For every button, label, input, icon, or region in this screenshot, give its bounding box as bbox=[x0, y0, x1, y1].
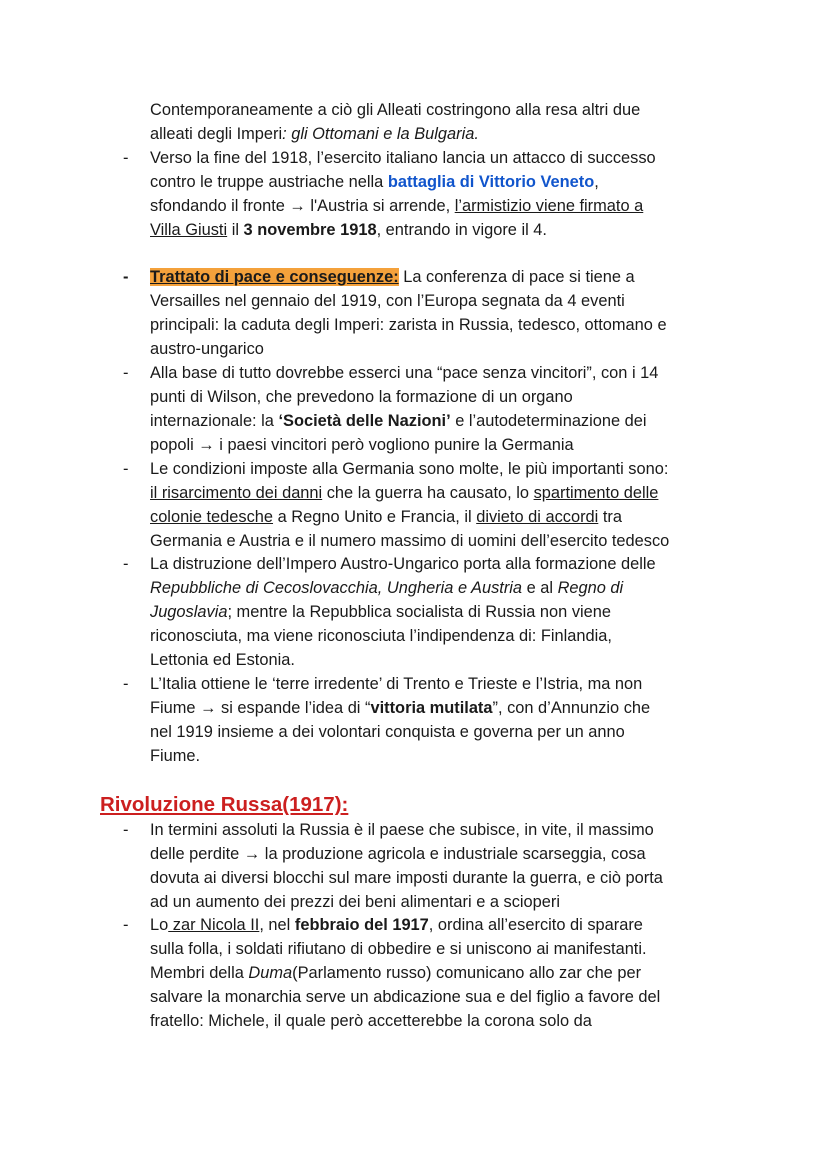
text-line: colonie tedesche a Regno Unito e Francia, il divieto di accordi tra bbox=[150, 507, 622, 526]
text-line: salvare la monarchia serve un abdicazione sua e del figlio a favore del bbox=[150, 987, 661, 1006]
text-line: popoli → i paesi vincitori però vogliono punire la Germania bbox=[150, 435, 574, 454]
text-line: internazionale: la ‘Società delle Nazioni’ e l’autodeterminazione dei bbox=[150, 411, 647, 430]
text-line: Membri della Duma(Parlamento russo) comunicano allo zar che per bbox=[150, 963, 642, 982]
bullet-dash: - bbox=[123, 149, 129, 167]
text-line: Repubbliche di Cecoslovacchia, Ungheria e Austria e al Regno di bbox=[150, 578, 624, 597]
text-line: Alla base di tutto dovrebbe esserci una “pace senza vincitori”, con i 14 bbox=[150, 364, 659, 382]
text-line: contro le truppe austriache nella battaglia di Vittorio Veneto, bbox=[150, 172, 599, 191]
bullet-dash: - bbox=[123, 821, 129, 839]
bullet-dash: - bbox=[123, 675, 129, 693]
text-line: riconosciuta, ma viene riconosciuta l’indipendenza di: Finlandia, bbox=[150, 626, 612, 645]
text-line: Verso la fine del 1918, l’esercito italiano lancia un attacco di successo bbox=[150, 149, 656, 167]
text-line: dovuta ai diversi blocchi sul mare imposti durante la guerra, e ciò porta bbox=[150, 868, 663, 887]
intro-paragraph bbox=[0, 99, 828, 147]
text-line: fratello: Michele, il quale però accetterebbe la corona solo da bbox=[150, 1011, 592, 1030]
text-line: Fiume → si espande l’idea di “vittoria mutilata”, con d’Annunzio che bbox=[150, 698, 651, 717]
text-line: austro-ungarico bbox=[150, 339, 264, 358]
text-line: Germania e Austria e il numero massimo di uomini dell’esercito tedesco bbox=[150, 531, 670, 550]
text-line: Le condizioni imposte alla Germania sono molte, le più importanti sono: bbox=[150, 460, 669, 478]
list-item bbox=[0, 147, 828, 243]
text-line: In termini assoluti la Russia è il paese che subisce, in vite, il massimo bbox=[150, 821, 654, 839]
text-line: alleati degli Imperi: gli Ottomani e la Bulgaria. bbox=[150, 124, 479, 143]
text-line: ad un aumento dei prezzi dei beni alimentari e a scioperi bbox=[150, 892, 561, 911]
text-line: il risarcimento dei danni che la guerra ha causato, lo spartimento delle bbox=[150, 483, 659, 502]
text-line: Trattato di pace e conseguenze: La conferenza di pace si tiene a bbox=[150, 268, 635, 286]
list-item bbox=[0, 458, 828, 554]
text-line: punti di Wilson, che prevedono la formazione di un organo bbox=[150, 387, 573, 406]
text-line: Contemporaneamente a ciò gli Alleati costringono alla resa altri due bbox=[150, 101, 641, 119]
text-line: Lettonia ed Estonia. bbox=[150, 650, 295, 669]
text-line: La distruzione dell’Impero Austro-Ungarico porta alla formazione delle bbox=[150, 555, 656, 573]
text-line: principali: la caduta degli Imperi: zarista in Russia, tedesco, ottomano e bbox=[150, 315, 667, 334]
list-item bbox=[0, 362, 828, 458]
bullet-dash: - bbox=[123, 555, 129, 573]
list-item bbox=[0, 553, 828, 673]
list-item bbox=[0, 819, 828, 915]
bullet-dash: - bbox=[123, 364, 129, 382]
text-line: nel 1919 insieme a dei volontari conquista e governa per un anno bbox=[150, 722, 625, 741]
text-line: Lo zar Nicola II, nel febbraio del 1917, ordina all’esercito di sparare bbox=[150, 916, 643, 934]
bullet-dash: - bbox=[123, 916, 129, 934]
list-item bbox=[0, 914, 828, 1034]
section-label-highlight: Trattato di pace e conseguenze: bbox=[150, 268, 399, 286]
text-line: Fiume. bbox=[150, 746, 201, 765]
text-line: Jugoslavia; mentre la Repubblica socialista di Russia non viene bbox=[150, 602, 612, 621]
bullet-dash: - bbox=[123, 268, 129, 286]
list-item bbox=[0, 266, 828, 362]
text-line: sulla folla, i soldati rifiutano di obbedire e si uniscono ai manifestanti. bbox=[150, 939, 647, 958]
text-line: delle perdite → la produzione agricola e industriale scarseggia, cosa bbox=[150, 844, 646, 863]
battle-name: battaglia di Vittorio Veneto bbox=[387, 172, 595, 191]
bullet-dash: - bbox=[123, 460, 129, 478]
text-line: Versailles nel gennaio del 1919, con l’Europa segnata da 4 eventi bbox=[150, 291, 625, 310]
text-line: Villa Giusti il 3 novembre 1918, entrando in vigore il 4. bbox=[150, 220, 547, 239]
section-heading: Rivoluzione Russa(1917): bbox=[100, 793, 349, 816]
text-line: L’Italia ottiene le ‘terre irredente’ di Trento e Trieste e l’Istria, ma non bbox=[150, 675, 643, 693]
text-line: sfondando il fronte → l'Austria si arrende, l’armistizio viene firmato a bbox=[150, 196, 644, 215]
list-item bbox=[0, 673, 828, 769]
